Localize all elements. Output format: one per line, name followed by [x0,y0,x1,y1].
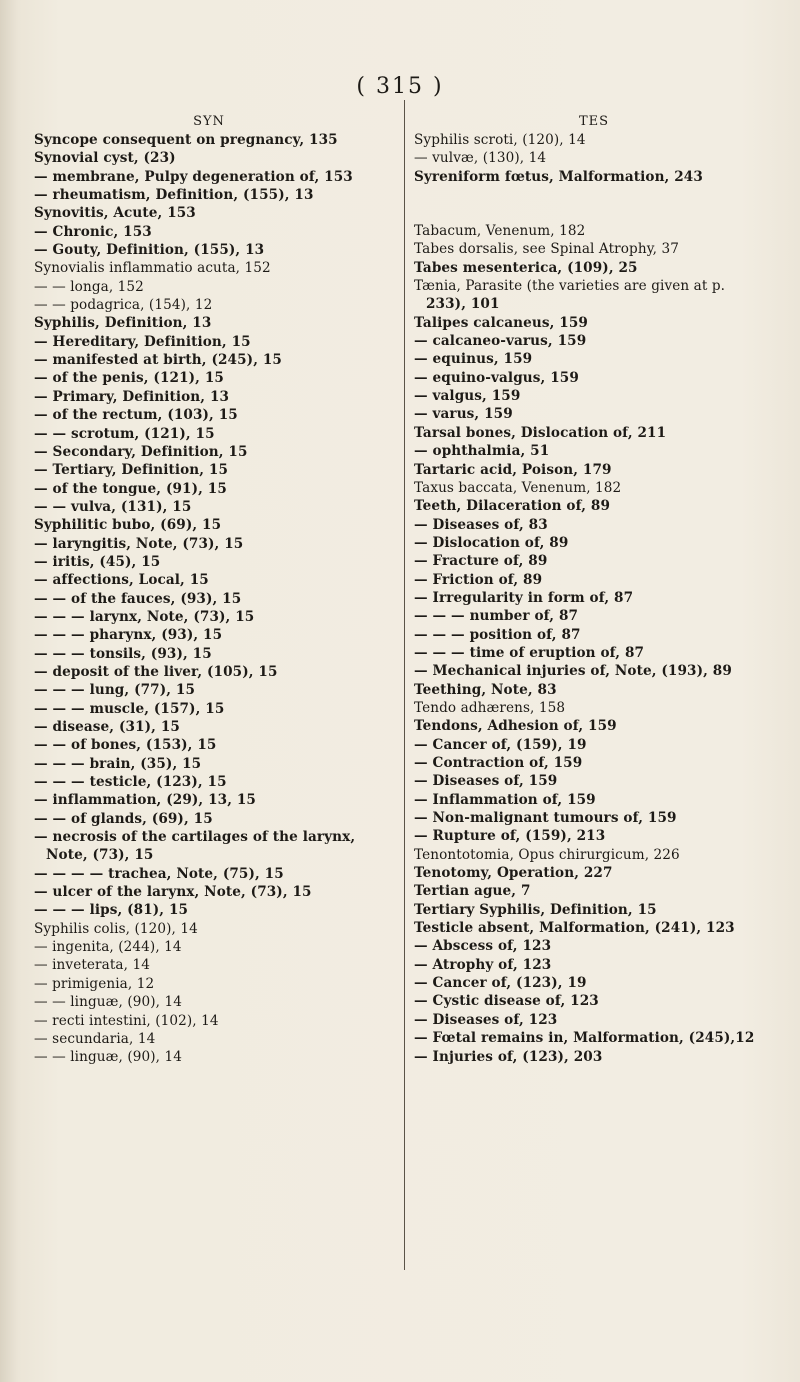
index-entry: Tabes mesenterica, (109), 25 [414,259,638,276]
index-entry: — — of the fauces, (93), 15 [34,590,242,607]
right-column-header: TES [578,114,610,129]
index-entry: — — — — trachea, Note, (75), 15 [34,865,284,882]
index-entry: — Friction of, 89 [414,571,543,588]
index-entry: — recti intestini, (102), 14 [34,1012,219,1029]
index-entry: Syphilitic bubo, (69), 15 [34,517,222,534]
index-entry: — Chronic, 153 [34,223,152,240]
index-entry: — of the rectum, (103), 15 [34,407,238,424]
index-entry: — inveterata, 14 [34,957,150,974]
index-entry: Teeth, Dilaceration of, 89 [414,498,611,515]
index-entry: — — — time of eruption of, 87 [414,644,645,661]
index-entry: — Mechanical injuries of, Note, (193), 89 [414,663,732,680]
index-entry: — — — brain, (35), 15 [34,755,202,772]
index-entry: — inflammation, (29), 13, 15 [34,792,256,809]
left-column-header: SYN [193,114,225,129]
index-entry: — — — larynx, Note, (73), 15 [34,608,255,625]
index-entry: — — of glands, (69), 15 [34,810,213,827]
index-entry: — varus, 159 [414,406,513,423]
index-entry: Tarsal bones, Dislocation of, 211 [414,424,667,441]
index-entry: Tendo adhærens, 158 [414,699,566,716]
index-entry: — calcaneo-varus, 159 [414,333,587,350]
index-entry: — — — lips, (81), 15 [34,902,189,919]
index-entry: — Tertiary, Definition, 15 [34,462,229,479]
index-entry: — Fracture of, 89 [414,553,548,570]
index-entry: — equino-valgus, 159 [414,369,579,386]
index-entry: Synovial cyst, (23) [34,150,176,167]
index-entry: — — — tonsils, (93), 15 [34,645,212,662]
index-entry: — — — position of, 87 [414,626,581,643]
index-entry: Synovitis, Acute, 153 [34,205,196,222]
index-entry: Tertian ague, 7 [414,883,531,900]
index-entry: — Cystic disease of, 123 [414,993,599,1010]
index-entry: — — linguæ, (90), 14 [34,1049,182,1066]
index-entry: — of the tongue, (91), 15 [34,480,227,497]
index-entry: — disease, (31), 15 [34,719,180,735]
index-entry: Syphilis scroti, (120), 14 [414,132,586,148]
index-entry: — Rupture of, (159), 213 [414,828,606,845]
index-entry: Syreniform fœtus, Malformation, 243 [414,168,703,185]
index-entry: — manifested at birth, (245), 15 [34,352,282,369]
index-entry: — secundaria, 14 [34,1030,156,1047]
index-entry: — valgus, 159 [414,388,521,405]
left-entries-list [34,131,414,1067]
right-index-column [414,112,794,1066]
index-entry: — laryngitis, Note, (73), 15 [34,535,244,552]
index-entry: — Inflammation of, 159 [414,791,596,808]
index-entry: — ingenita, (244), 14 [34,939,182,956]
index-entry: — Hereditary, Definition, 15 [34,333,251,350]
index-entry: — — vulva, (131), 15 [34,498,192,515]
index-entry: — Fœtal remains in, Malformation, (245),12 [414,1030,755,1047]
index-entry: — Gouty, Definition, (155), 13 [34,242,265,259]
index-entry: Tendons, Adhesion of, 159 [414,718,617,735]
index-entry: — — of bones, (153), 15 [34,737,217,754]
index-entry: Synovialis inflammatio acuta, 152 [34,260,271,277]
index-entry: — Primary, Definition, 13 [34,388,230,405]
index-entry: Talipes calcaneus, 159 [414,314,588,331]
index-entry: — of the penis, (121), 15 [34,370,224,387]
index-entry [414,186,794,222]
index-entry: — Diseases of, 83 [414,516,548,533]
index-entry: — membrane, Pulpy degeneration of, 153 [34,168,353,185]
index-entry: — Abscess of, 123 [414,938,552,955]
index-entry: Syncope consequent on pregnancy, 135 [34,132,338,148]
index-entry: — Cancer of, (159), 19 [414,736,587,753]
index-entry: — Injuries of, (123), 203 [414,1048,603,1065]
index-entry: — Non-malignant tumours of, 159 [414,810,677,827]
index-entry: — — — muscle, (157), 15 [34,700,225,717]
index-entry: — — — pharynx, (93), 15 [34,627,223,644]
index-entry: Tabacum, Venenum, 182 [414,223,586,240]
page-number: ( 315 ) [356,74,444,99]
index-entry: — Diseases of, 159 [414,773,558,790]
index-entry: Tartaric acid, Poison, 179 [414,461,612,478]
index-entry: — — — number of, 87 [414,608,579,625]
index-entry: Syphilis colis, (120), 14 [34,920,198,937]
index-entry: Tenotomy, Operation, 227 [414,865,613,882]
index-entry: — equinus, 159 [414,351,533,368]
index-entry: — Dislocation of, 89 [414,534,569,551]
index-entry: — — linguæ, (90), 14 [34,994,182,1011]
index-entry: Testicle absent, Malformation, (241), 123 [414,920,735,937]
index-entry: — — podagrica, (154), 12 [34,297,213,314]
index-entry: Taxus baccata, Venenum, 182 [414,479,622,496]
index-entry: — ophthalmia, 51 [414,443,550,460]
index-entry: — Secondary, Definition, 15 [34,443,248,460]
index-entry: — affections, Local, 15 [34,572,209,589]
index-entry: — — scrotum, (121), 15 [34,425,215,442]
index-entry: — Diseases of, 123 [414,1011,558,1028]
index-entry: — — — lung, (77), 15 [34,682,196,699]
index-entry: — — longa, 152 [34,278,144,295]
index-entry: Tertiary Syphilis, Definition, 15 [414,901,657,918]
index-entry: — Cancer of, (123), 19 [414,975,587,992]
index-entry: — iritis, (45), 15 [34,553,161,570]
index-entry: — primigenia, 12 [34,975,155,992]
index-entry: Teething, Note, 83 [414,681,557,698]
index-entry: Note, (73), 15 [46,847,154,864]
index-entry: — Contraction of, 159 [414,755,583,771]
index-entry: Tabes dorsalis, see Spinal Atrophy, 37 [414,241,680,258]
index-entry: — vulvæ, (130), 14 [414,150,547,167]
index-entry: — Atrophy of, 123 [414,956,552,973]
right-entries-list [414,131,794,1066]
index-entry: — — — testicle, (123), 15 [34,774,227,791]
index-entry: — rheumatism, Definition, (155), 13 [34,187,314,204]
index-entry: — ulcer of the larynx, Note, (73), 15 [34,884,312,901]
index-entry: — necrosis of the cartilages of the larynx, [34,829,356,846]
index-entry: Tenontotomia, Opus chirurgicum, 226 [414,846,680,863]
index-entry: 233), 101 [426,296,500,313]
index-entry: — deposit of the liver, (105), 15 [34,663,278,680]
index-entry: — Irregularity in form of, 87 [414,589,634,606]
index-entry: Tænia, Parasite (the varieties are given at p. [414,278,726,295]
left-index-column [34,112,414,1067]
index-entry: Syphilis, Definition, 13 [34,315,212,332]
